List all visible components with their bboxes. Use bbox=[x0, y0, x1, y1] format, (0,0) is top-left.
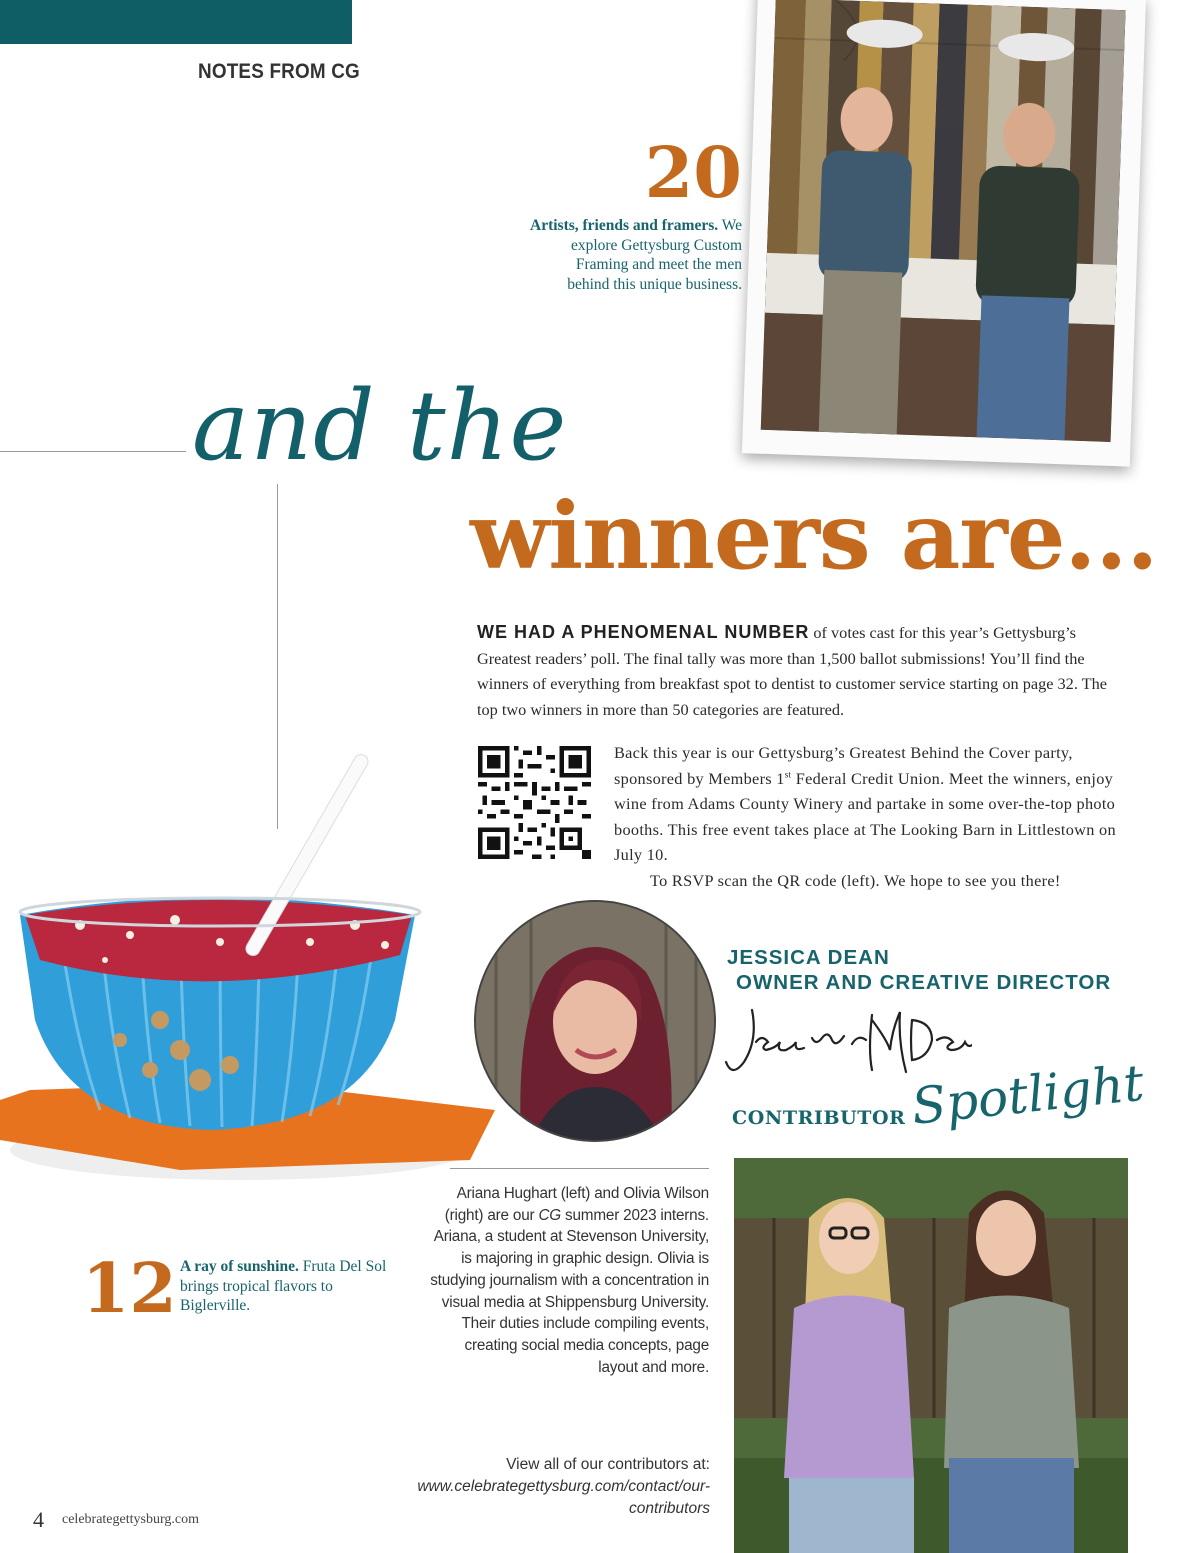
intro-text: of votes cast for this year’s Gettysburg’s Greatest readers’ poll. The final tally was more than 1,500 ballot submissions! You’ll find the winners of everything from breakfast spot to dentist to customer service starting on page 32. The top two winners in more than 50 categories are featured. bbox=[477, 623, 1107, 719]
teaser-page-number: 20 bbox=[644, 131, 742, 214]
editor-name: JESSICA DEAN bbox=[727, 946, 890, 969]
teaser-lead: Artists, friends and framers. bbox=[530, 217, 719, 234]
teaser-text: We explore Gettysburg Custom Framing and meet the men behind this unique business. bbox=[567, 217, 743, 293]
teaser-description bbox=[180, 1257, 395, 1316]
caption-text-part1: Ariana Hughart (left) and Olivia Wilson (right) are our bbox=[444, 1185, 709, 1224]
interns-photo bbox=[734, 1158, 1128, 1553]
framers-photo-illustration bbox=[761, 0, 1126, 442]
teaser-lead: A ray of sunshine. bbox=[180, 1258, 299, 1275]
smoothie-bowl-illustration bbox=[0, 720, 500, 1210]
editor-portrait bbox=[476, 902, 714, 1140]
headline-line-1: and the bbox=[192, 370, 568, 482]
contributor-label: CONTRIBUTOR bbox=[732, 1107, 906, 1129]
teaser-description bbox=[530, 216, 742, 294]
contributors-link-intro: View all of our contributors at: bbox=[506, 1456, 710, 1473]
page-number: 4 bbox=[33, 1507, 44, 1532]
header-color-bar bbox=[0, 0, 352, 44]
teaser-page-number: 12 bbox=[82, 1249, 177, 1329]
editor-signature bbox=[722, 1000, 972, 1080]
section-label: NOTES FROM CG bbox=[198, 60, 360, 83]
spotlight-script-heading: Spotlight bbox=[908, 1053, 1147, 1136]
event-text-part2: Federal Credit Union. Meet the winners, enjoy wine from Adams County Winery and partake in some over-the-top photo booths. This free event takes place at The Looking Barn in Littlestown on July 10. bbox=[614, 768, 1116, 864]
framers-photo-card bbox=[742, 0, 1146, 467]
headline-rule bbox=[0, 451, 186, 452]
caption-rule bbox=[450, 1168, 709, 1169]
caption-cg: CG bbox=[538, 1206, 561, 1224]
caption-text-part2: summer 2023 interns. Ariana, a student at Stevenson University, is majoring in graphic design. Olivia is studying journalism with a concentration in visual media at Shippensburg University. Their duties include compiling events, creating social media concepts, page layout and more. bbox=[430, 1206, 709, 1376]
interns-photo-illustration bbox=[734, 1158, 1128, 1553]
intro-lead: WE HAD A PHENOMENAL NUMBER bbox=[477, 622, 810, 642]
contributors-link[interactable]: www.celebrategettysburg.com/contact/our-contributors bbox=[417, 1478, 710, 1517]
event-superscript: st bbox=[784, 769, 792, 780]
intro-paragraph bbox=[477, 620, 1127, 722]
footer-website: celebrategettysburg.com bbox=[62, 1512, 199, 1527]
teaser-text: Fruta Del Sol brings tropical flavors to Biglerville. bbox=[180, 1258, 387, 1314]
contributor-caption bbox=[430, 1183, 709, 1378]
event-text-part1: Back this year is our Gettysburg’s Greatest Behind the Cover party, sponsored by Members 1 bbox=[614, 743, 1073, 788]
framers-photo bbox=[761, 0, 1126, 442]
editor-portrait-illustration bbox=[476, 902, 714, 1140]
event-paragraph bbox=[614, 740, 1122, 893]
rsvp-line: To RSVP scan the QR code (left). We hope to see you there! bbox=[650, 870, 1061, 890]
headline-line-2: winners are... bbox=[470, 482, 1158, 590]
editor-title: OWNER AND CREATIVE DIRECTOR bbox=[736, 971, 1112, 994]
contributors-link-block bbox=[340, 1454, 710, 1520]
